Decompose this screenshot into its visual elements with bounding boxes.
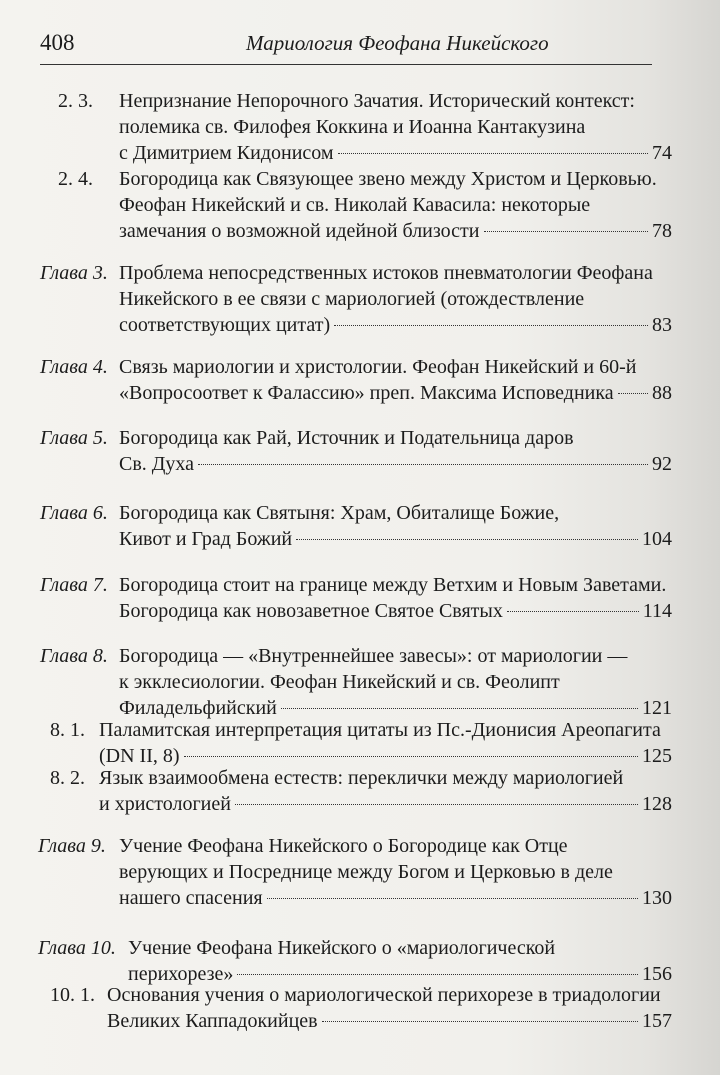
toc-entry-title-line: Филадельфийский xyxy=(119,697,277,719)
toc-entry-title-line: (DN II, 8) xyxy=(99,745,180,767)
toc-entry-title-line: Богородица как новозаветное Святое Святых xyxy=(119,600,503,622)
dot-leader xyxy=(267,898,638,899)
toc-entry-title-line: и христологией xyxy=(99,793,231,815)
toc-entry-title-line: Никейского в ее связи с мариологией (отождествление xyxy=(119,288,585,310)
toc-page-number: 125 xyxy=(642,745,672,767)
page-number: 408 xyxy=(40,30,75,55)
toc-entry-label: Глава 10. xyxy=(38,937,116,959)
toc-entry-last-line xyxy=(119,218,672,244)
toc-entry-title-line: Богородица стоит на границе между Ветхим и Новым Заветами. xyxy=(119,574,667,596)
dot-leader xyxy=(184,756,638,757)
toc-page-number: 88 xyxy=(652,382,672,404)
toc-entry-last-line xyxy=(119,598,672,624)
toc-page-number: 130 xyxy=(642,887,672,909)
toc-entry-title-line: Основания учения о мариологической перихорезе в триадологии xyxy=(107,984,661,1006)
toc-entry-title-line: Учение Феофана Никейского о Богородице как Отце xyxy=(119,835,568,857)
toc-entry-label: Глава 5. xyxy=(40,427,108,449)
dot-leader xyxy=(235,804,638,805)
dot-leader xyxy=(334,325,648,326)
toc-entry-title-line: Богородица как Связующее звено между Христом и Церковью. xyxy=(119,168,657,190)
toc-entry-title-line: верующих и Посреднице между Богом и Церковью в деле xyxy=(119,861,613,883)
toc-page-number: 114 xyxy=(642,600,672,622)
toc-entry-title-line: нашего спасения xyxy=(119,887,263,909)
toc-entry-title-line: Богородица как Святыня: Храм, Обиталище Божие, xyxy=(119,502,560,524)
toc-page-number: 128 xyxy=(642,793,672,815)
toc-entry-title-line: Феофан Никейский и св. Николай Кавасила: некоторые xyxy=(119,194,591,216)
toc-entry-label: Глава 6. xyxy=(40,502,108,524)
toc-entry-last-line xyxy=(119,526,672,552)
toc-entry-title-line: Язык взаимообмена естеств: переклички между мариологией xyxy=(99,767,624,789)
toc-entry-last-line xyxy=(99,791,672,817)
toc-entry-label: Глава 3. xyxy=(40,262,108,284)
toc-entry-last-line xyxy=(119,380,672,406)
toc-entry-last-line xyxy=(119,451,672,477)
dot-leader xyxy=(296,539,638,540)
toc-page-number: 121 xyxy=(642,697,672,719)
dot-leader xyxy=(237,974,638,975)
dot-leader xyxy=(618,393,648,394)
page-header xyxy=(40,28,652,65)
dot-leader xyxy=(484,231,649,232)
dot-leader xyxy=(281,708,638,709)
dot-leader xyxy=(338,153,648,154)
toc-entry-title-line: к экклесиологии. Феофан Никейский и св. Феолипт xyxy=(119,671,560,693)
toc-entry-title-line: Св. Духа xyxy=(119,453,195,475)
toc-entry-label: 8. 1. xyxy=(50,719,85,741)
toc-entry-label: Глава 9. xyxy=(38,835,106,857)
toc-entry-title-line: Паламитская интерпретация цитаты из Пс.-Дионисия Ареопагита xyxy=(99,719,661,741)
toc-entry-last-line xyxy=(107,1008,672,1034)
toc-entry-label: 2. 4. xyxy=(58,168,93,190)
dot-leader xyxy=(507,611,639,612)
toc-entry-title-line: с Димитрием Кидонисом xyxy=(119,142,334,164)
toc-entry-title-line: Кивот и Град Божий xyxy=(119,528,293,550)
toc-entry-title-line: соответствующих цитат) xyxy=(119,314,331,336)
toc-entry-title-line: Связь мариологии и христологии. Феофан Никейский и 60-й xyxy=(119,356,637,378)
toc-page-number: 83 xyxy=(652,314,672,336)
running-title: Мариология Феофана Никейского xyxy=(246,31,549,55)
toc-page-number: 104 xyxy=(642,528,672,550)
toc-entry-title-line: Богородица как Рай, Источник и Подательница даров xyxy=(119,427,574,449)
toc-entry-title-line: полемика св. Филофея Коккина и Иоанна Кантакузина xyxy=(119,116,586,138)
toc-entry-title-line: замечания о возможной идейной близости xyxy=(119,220,480,242)
toc-entry-title-line: Великих Каппадокийцев xyxy=(107,1010,318,1032)
toc-entry-title-line: Непризнание Непорочного Зачатия. Исторический контекст: xyxy=(119,90,635,112)
toc-entry-label: Глава 7. xyxy=(40,574,108,596)
toc-entry-last-line xyxy=(119,885,672,911)
toc-entry-label: 8. 2. xyxy=(50,767,85,789)
toc-entry-title-line: Учение Феофана Никейского о «мариологической xyxy=(128,937,556,959)
dot-leader xyxy=(322,1021,638,1022)
toc-page-number: 78 xyxy=(652,220,672,242)
toc-entry-label: 2. 3. xyxy=(58,90,93,112)
toc-entry-title-line: Проблема непосредственных истоков пневматологии Феофана xyxy=(119,262,653,284)
dot-leader xyxy=(198,464,648,465)
toc-page-number: 157 xyxy=(642,1010,672,1032)
toc-entry-label: 10. 1. xyxy=(50,984,95,1006)
toc-page-number: 156 xyxy=(642,963,672,985)
toc-page-number: 74 xyxy=(652,142,672,164)
toc-entry-title-line: перихорезе» xyxy=(128,963,234,985)
toc-entry-last-line xyxy=(119,140,672,166)
toc-entry-title-line: Богородица — «Внутреннейшее завесы»: от мариологии — xyxy=(119,645,628,667)
toc-entry-label: Глава 8. xyxy=(40,645,108,667)
toc-page-number: 92 xyxy=(652,453,672,475)
toc-entry-label: Глава 4. xyxy=(40,356,108,378)
toc-entry-last-line xyxy=(119,312,672,338)
toc-entry-title-line: «Вопросоответ к Фалассию» преп. Максима Исповедника xyxy=(119,382,614,404)
